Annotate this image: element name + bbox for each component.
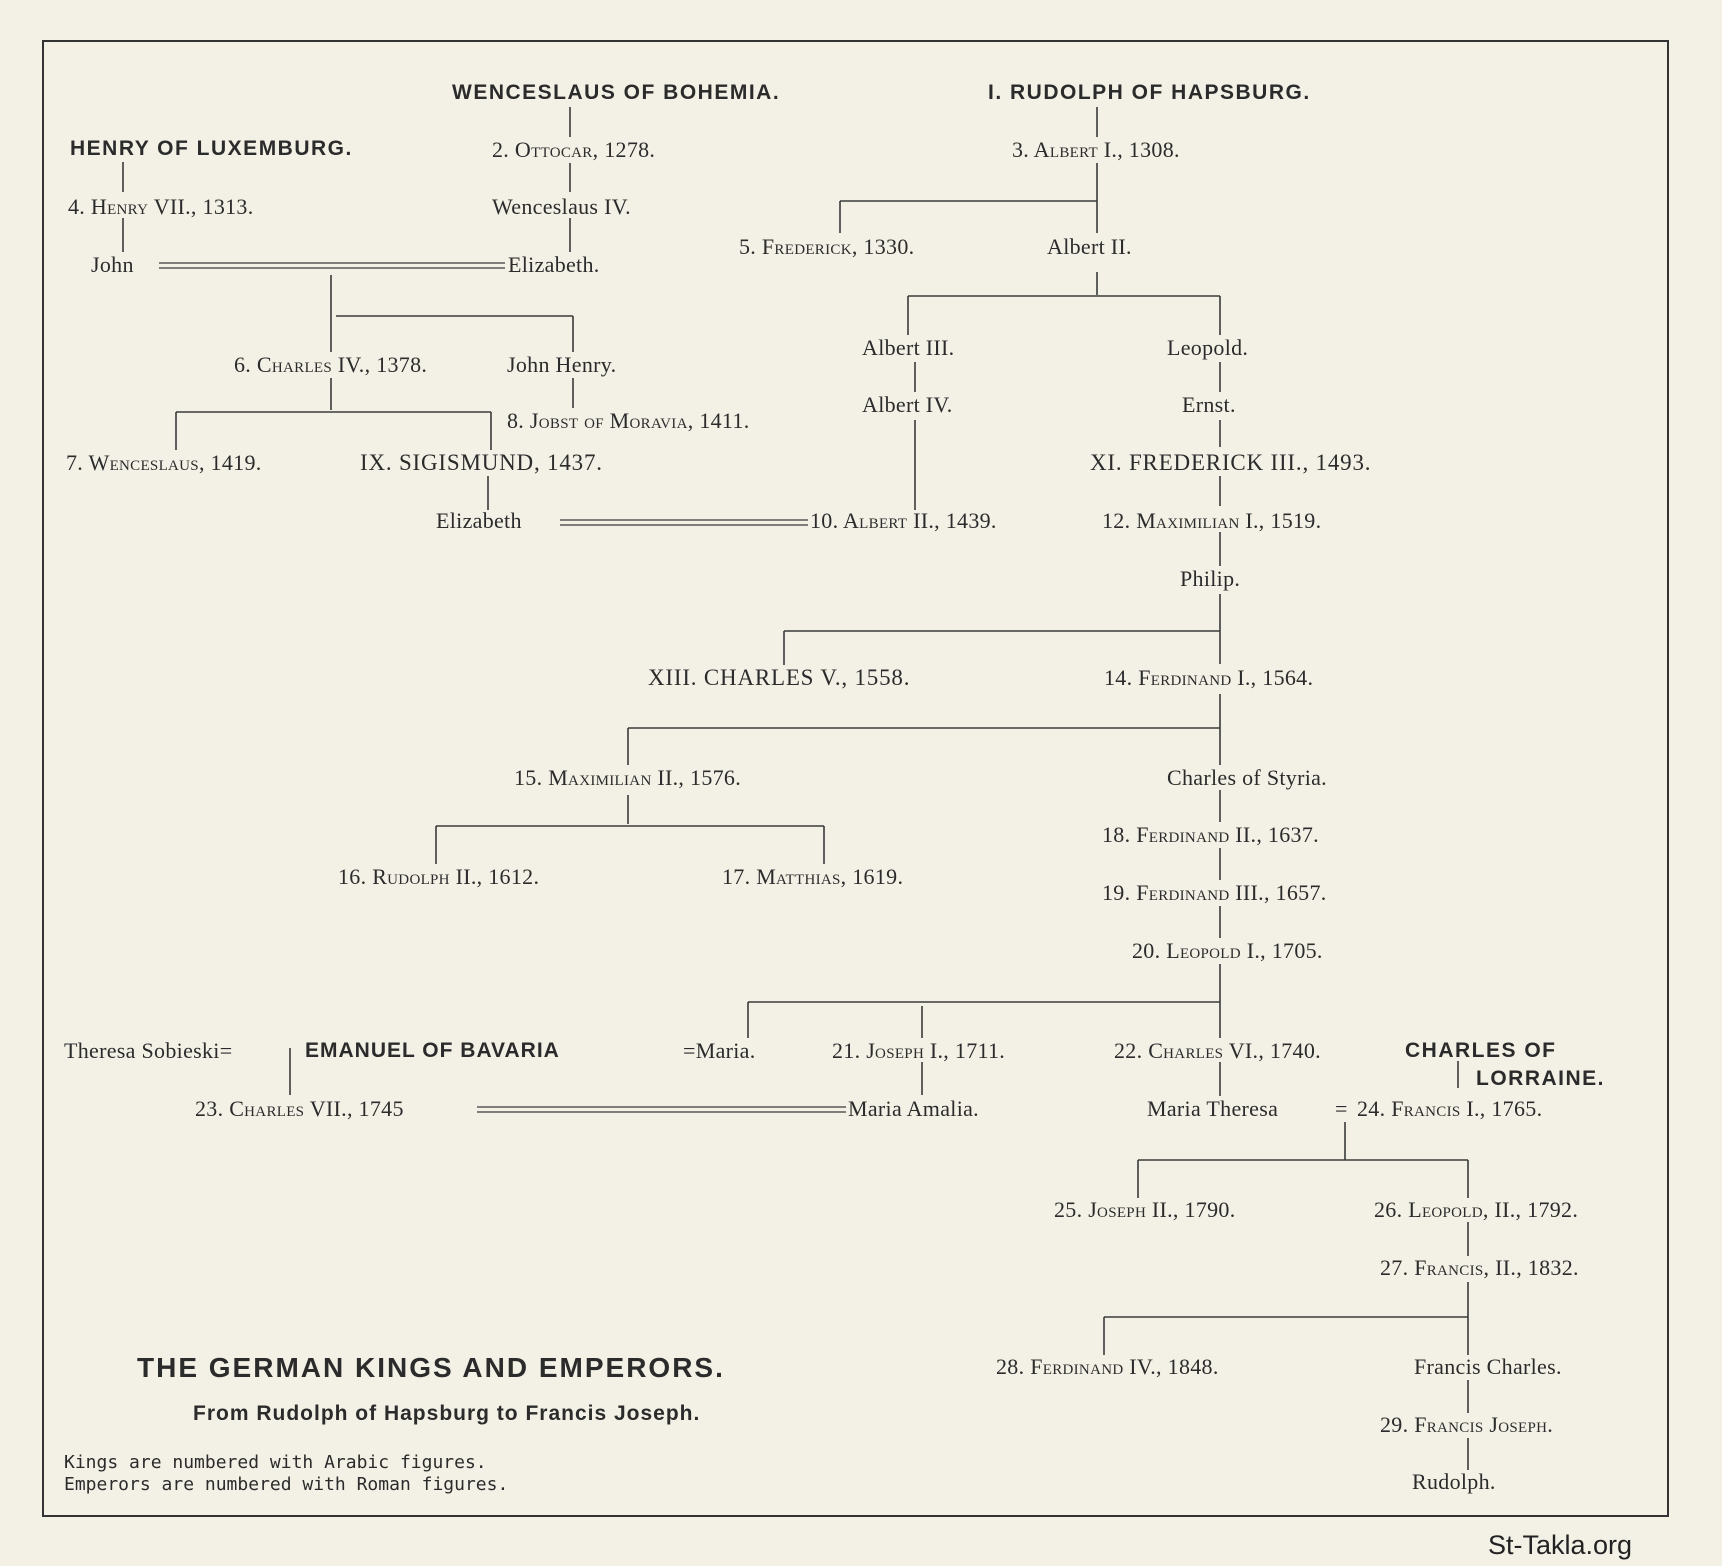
person-ferdinand-i: 14. Ferdinand I., 1564. — [1104, 665, 1314, 690]
person-henry-of-luxemburg: HENRY OF LUXEMBURG. — [70, 137, 353, 160]
person-joseph-i: 21. Joseph I., 1711. — [832, 1038, 1006, 1063]
person-albert-iv: Albert IV. — [862, 392, 953, 417]
person-charles-of-lorraine: CHARLES OF — [1405, 1039, 1557, 1062]
person-john: John — [91, 252, 134, 277]
watermark: St-Takla.org — [1488, 1530, 1633, 1560]
legend-note-kings: Kings are numbered with Arabic figures. — [64, 1452, 487, 1473]
person-charles-vi: 22. Charles VI., 1740. — [1114, 1038, 1321, 1063]
person-maria: =Maria. — [683, 1038, 756, 1063]
person-leopold-ii: 26. Leopold, II., 1792. — [1374, 1197, 1579, 1222]
person-matthias: 17. Matthias, 1619. — [722, 864, 904, 889]
person-henry-vii: 4. Henry VII., 1313. — [68, 194, 254, 219]
chart-subtitle: From Rudolph of Hapsburg to Francis Joseph. — [193, 1402, 701, 1425]
person-albert-ii-1439: 10. Albert II., 1439. — [810, 508, 997, 533]
person-jobst-of-moravia: 8. Jobst of Moravia, 1411. — [507, 408, 750, 433]
person-frederick-iii: XI. FREDERICK III., 1493. — [1090, 450, 1372, 475]
person-philip: Philip. — [1180, 566, 1241, 591]
person-leopold: Leopold. — [1167, 335, 1249, 360]
person-ernst: Ernst. — [1182, 392, 1236, 417]
person-albert-i: 3. Albert I., 1308. — [1012, 137, 1180, 162]
person-frederick-1330: 5. Frederick, 1330. — [739, 234, 915, 259]
person-albert-ii-son: Albert II. — [1047, 234, 1132, 259]
person-maximilian-ii: 15. Maximilian II., 1576. — [514, 765, 742, 790]
person-charles-v: XIII. CHARLES V., 1558. — [648, 665, 911, 690]
person-rudolph: Rudolph. — [1412, 1469, 1496, 1494]
person-joseph-ii: 25. Joseph II., 1790. — [1054, 1197, 1236, 1222]
person-wenceslaus-of-bohemia: WENCESLAUS OF BOHEMIA. — [452, 81, 781, 104]
person-wenceslaus-1419: 7. Wenceslaus, 1419. — [66, 450, 262, 475]
person-albert-iii: Albert III. — [862, 335, 955, 360]
legend-note-emperors: Emperors are numbered with Roman figures. — [64, 1474, 509, 1495]
person-ferdinand-iv: 28. Ferdinand IV., 1848. — [996, 1354, 1219, 1379]
person-charles-vii: 23. Charles VII., 1745 — [195, 1096, 404, 1121]
person-charles-iv: 6. Charles IV., 1378. — [234, 352, 428, 377]
person-maria-amalia: Maria Amalia. — [848, 1096, 979, 1121]
person-sigismund: IX. SIGISMUND, 1437. — [360, 450, 603, 475]
marriage-sign: = — [1335, 1096, 1348, 1121]
person-leopold-i: 20. Leopold I., 1705. — [1132, 938, 1323, 963]
person-charles-of-styria: Charles of Styria. — [1167, 765, 1327, 790]
person-john-henry: John Henry. — [507, 352, 617, 377]
person-francis-charles: Francis Charles. — [1414, 1354, 1562, 1379]
person-rudolph-ii: 16. Rudolph II., 1612. — [338, 864, 540, 889]
chart-title: THE GERMAN KINGS AND EMPERORS. — [137, 1352, 725, 1383]
person-wenceslaus-iv: Wenceslaus IV. — [492, 194, 631, 219]
person-theresa-sobieski: Theresa Sobieski= — [64, 1038, 233, 1063]
person-rudolph-of-hapsburg: I. RUDOLPH OF HAPSBURG. — [988, 81, 1311, 104]
person-francis-joseph: 29. Francis Joseph. — [1380, 1412, 1554, 1437]
person-elizabeth-of-bohemia: Elizabeth. — [508, 252, 600, 277]
person-ottocar: 2. Ottocar, 1278. — [492, 137, 656, 162]
person-ferdinand-iii: 19. Ferdinand III., 1657. — [1102, 880, 1327, 905]
person-charles-of-lorraine-line2: LORRAINE. — [1476, 1067, 1605, 1090]
person-elizabeth-daughter-of-sigismund: Elizabeth — [436, 508, 522, 533]
person-francis-i: 24. Francis I., 1765. — [1357, 1096, 1543, 1121]
person-ferdinand-ii: 18. Ferdinand II., 1637. — [1102, 822, 1319, 847]
person-maria-theresa: Maria Theresa — [1147, 1096, 1279, 1121]
person-francis-ii: 27. Francis, II., 1832. — [1380, 1255, 1579, 1280]
person-emanuel-of-bavaria: EMANUEL OF BAVARIA — [305, 1039, 560, 1062]
person-maximilian-i: 12. Maximilian I., 1519. — [1102, 508, 1322, 533]
